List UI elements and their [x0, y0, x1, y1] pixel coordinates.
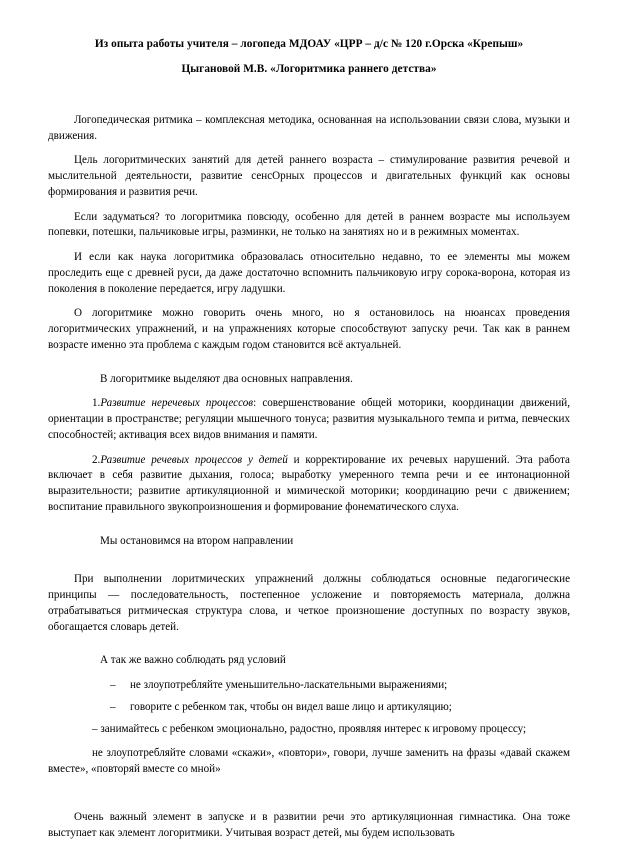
spacer-before-conditions [48, 644, 570, 653]
dash-bullet-icon: – [110, 679, 116, 692]
directions-intro: В логоритмике выделяют два основных направления. [100, 372, 353, 385]
direction-two [48, 453, 570, 516]
paragraph-principles: При выполнении лоритмических упражнений должны соблюдаться основные педагогические принципы — последовательность, постепенное усложение и повторяемость материала, должна отрабатываться ритмическая структура слова, и четкое произношение доступных по возрасту звуков, обогащается словарь детей. [48, 573, 570, 633]
spacer-before-principles [48, 558, 570, 572]
direction-two-title: Развитие речевых процессов у детей [100, 453, 288, 466]
title-line-2: Цыгановой М.В. «Логоритмика раннего детства» [181, 62, 437, 75]
dash-bullet-icon: – [110, 700, 116, 713]
second-direction-note: Мы остановимся на втором направлении [100, 534, 294, 547]
direction-two-text: и корректирование их речевых нарушений. Эта работа включает в себя развитие дыхания, голоса; выработку умеренного темпа речи и ее интонационной выразительности; развитие артикуляционной и мимической моторики; координацию речи с движением; воспитание правильного звукопроизношения и формирование фонематического слуха. [48, 453, 570, 513]
direction-one [48, 396, 570, 443]
document-title-block [48, 36, 570, 78]
condition-item-2-text: говорите с ребенком так, чтобы он видел ваше лицо и артикуляцию; [130, 700, 452, 713]
title-line-1: Из опыта работы учителя – логопеда МДОАУ «ЦРР – д/с № 120 г.Орска «Крепыш» [94, 38, 524, 50]
condition-item-1 [48, 678, 570, 694]
paragraph-focus: О логоритмике можно говорить очень много, но я остановилось на нюансах проведения логоритмических упражнений, и на упражнениях которые способствуют запуску речи. Так как в раннем возрасте именно эта проблема с каждым годом становится всё актуальней. [48, 307, 570, 351]
condition-item-3: – занимайтесь с ребенком эмоционально, радостно, проявляя интерес к игровому процессу; [92, 722, 527, 735]
spacer-before-final-2 [48, 801, 570, 810]
spacer-before-directions [48, 363, 570, 372]
spacer-before-note [48, 525, 570, 534]
paragraph-final: Очень важный элемент в запуске и в развитии речи это артикуляционная гимнастика. Она тоже выступает как элемент логоритмики. Учитывая возраст детей, мы будем использовать [48, 810, 570, 839]
paragraph-intro: Логопедическая ритмика – комплексная методика, основанная на использовании связи слова, музыки и движения. [48, 113, 570, 142]
spacer-after-title [48, 104, 570, 113]
direction-one-text: : совершенствование общей моторики, координации движений, ориентации в пространстве; регуляции мышечного тонуса; развития музыкального темпа и ритма, певческих способностей; активация всех видов внимания и памяти. [48, 397, 570, 441]
condition-item-4: не злоупотребляйте словами «скажи», «повтори», говори, лучше заменить на фразы «давай скажем вместе», «повторяй вместе со мной» [48, 747, 570, 776]
conditions-heading: А так же важно соблюдать ряд условий [100, 654, 286, 667]
document-body [48, 104, 570, 841]
paragraph-everywhere: Если задуматься? то логоритмика повсюду, особенно для детей в раннем возрасте мы используем попевки, потешки, пальчиковые игры, разминки, не только на занятиях но и в режимных моментах. [48, 210, 570, 239]
paragraph-history: И если как наука логоритмика образовалась относительно недавно, то ее элементы мы можем проследить еще с древней руси, да даже достаточно вспомнить пальчиковую игру сорока-ворона, которая из поколения в поколение передается, игру ладушки. [48, 251, 570, 295]
spacer-before-final [48, 787, 570, 801]
direction-one-number: 1. [92, 397, 101, 410]
paragraph-goal: Цель логоритмических занятий для детей раннего возраста – стимулирование развития речевой и мыслительной деятельности, развитие сенсОрных процессов и двигательных функций как основы формирования и развития речи. [48, 154, 570, 198]
direction-two-number: 2. [92, 453, 101, 466]
condition-item-1-text: не злоупотребляйте уменьшительно-ласкательными выражениями; [130, 679, 448, 692]
direction-one-title: Развитие неречевых процессов [100, 397, 254, 410]
condition-item-2 [48, 700, 570, 716]
